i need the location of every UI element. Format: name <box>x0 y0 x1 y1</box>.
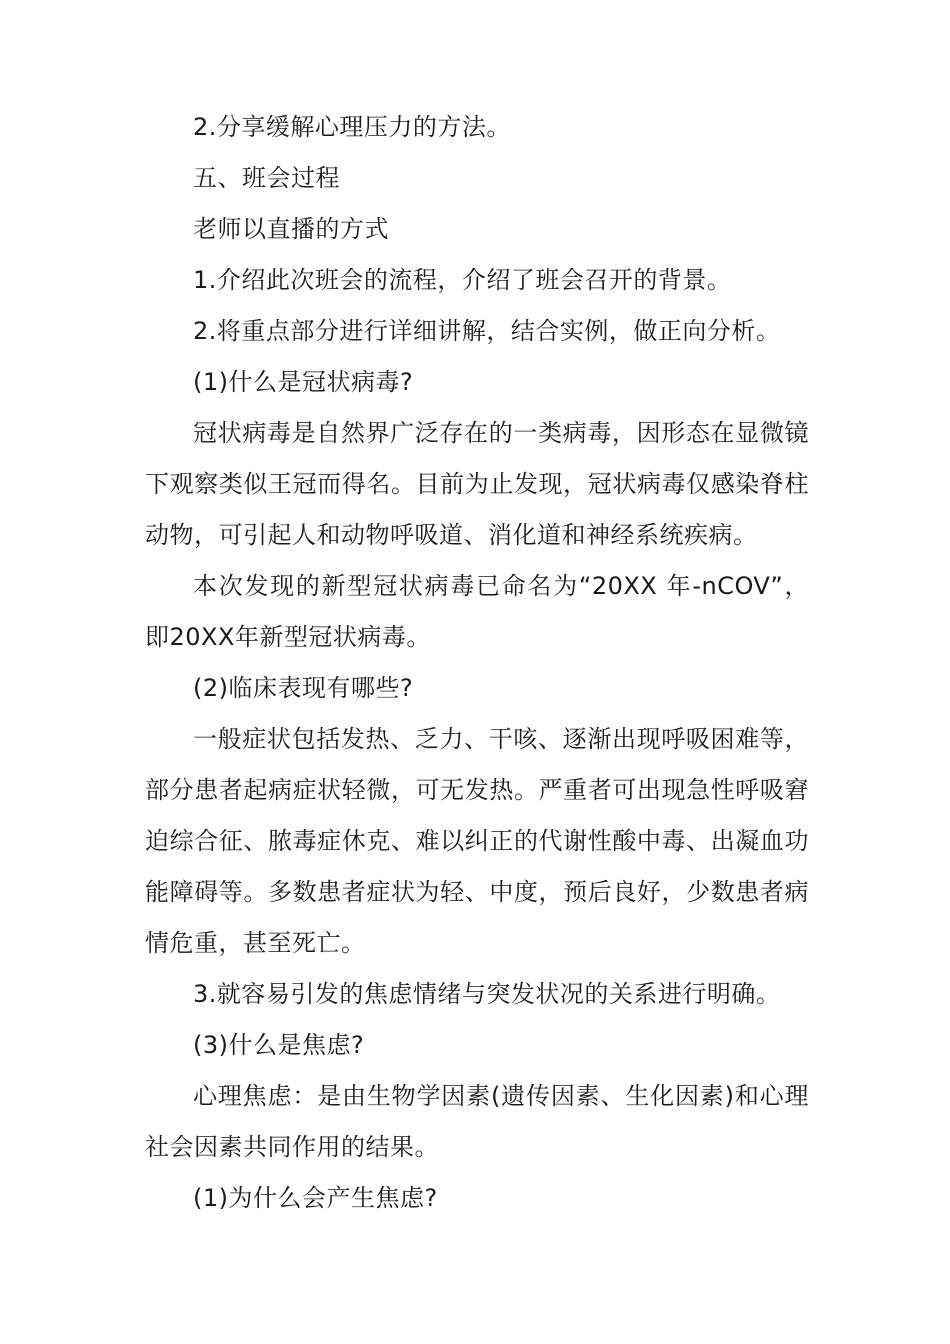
question-symptoms: (2)临床表现有哪些? <box>193 674 414 702</box>
paragraph-coronavirus-definition: 冠状病毒是自然界广泛存在的一类病毒，因形态在显微镜下观察类似王冠而得名。目前为止发现，冠状病毒仅感染脊柱动物，可引起人和动物呼吸道、消化道和神经系统疾病。 <box>145 419 809 549</box>
paragraph-step-3: 3.就容易引发的焦虑情绪与突发状况的关系进行明确。 <box>193 980 781 1008</box>
section-heading-process: 五、班会过程 <box>193 164 340 192</box>
paragraph-step-2: 2.将重点部分进行详细讲解，结合实例，做正向分析。 <box>193 317 781 345</box>
paragraph-new-coronavirus: 本次发现的新型冠状病毒已命名为“20XX 年-nCOV”，即20XX年新型冠状病毒。 <box>145 572 809 651</box>
paragraph-method: 2.分享缓解心理压力的方法。 <box>193 113 511 141</box>
question-anxiety-cause: (1)为什么会产生焦虑? <box>193 1184 438 1212</box>
paragraph-live: 老师以直播的方式 <box>193 215 389 243</box>
question-coronavirus: (1)什么是冠状病毒? <box>193 368 414 396</box>
paragraph-symptoms: 一般症状包括发热、乏力、干咳、逐渐出现呼吸困难等，部分患者起病症状轻微，可无发热。严重者可出现急性呼吸窘迫综合征、脓毒症休克、难以纠正的代谢性酸中毒、出凝血功能障碍等。多数患者症状为轻、中度，预后良好，少数患者病情危重，甚至死亡。 <box>145 725 809 957</box>
paragraph-anxiety-definition: 心理焦虑：是由生物学因素(遗传因素、生化因素)和心理社会因素共同作用的结果。 <box>145 1082 809 1161</box>
question-anxiety: (3)什么是焦虑? <box>193 1031 365 1059</box>
paragraph-step-1: 1.介绍此次班会的流程，介绍了班会召开的背景。 <box>193 266 732 294</box>
document-page <box>145 102 809 1224</box>
